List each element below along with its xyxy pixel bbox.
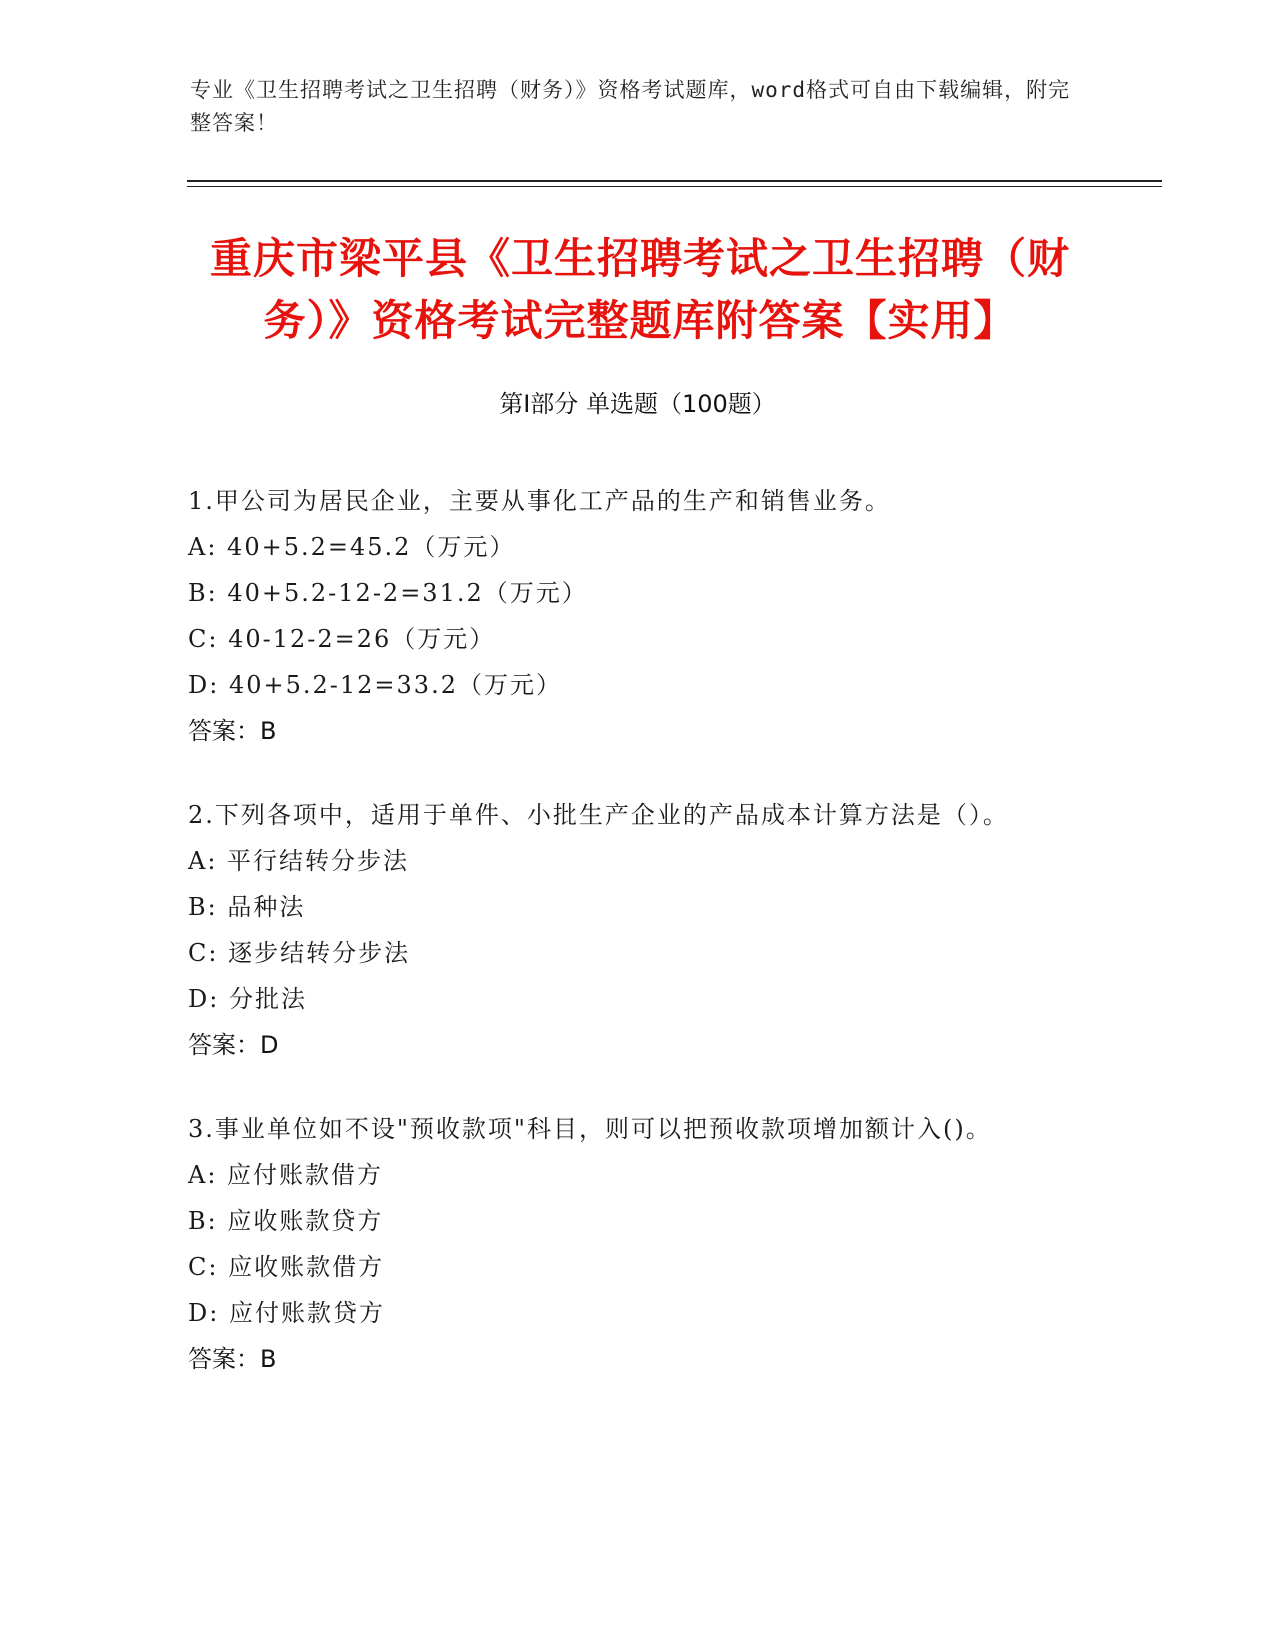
option-a: A: 平行结转分步法 [188, 847, 410, 875]
option-a: A: 应付账款借方 [188, 1161, 384, 1189]
question-list [188, 478, 1068, 1420]
question-stem: 1.甲公司为居民企业，主要从事化工产品的生产和销售业务。 [188, 487, 891, 515]
question-stem: 3.事业单位如不设"预收款项"科目，则可以把预收款项增加额计入()。 [188, 1115, 992, 1143]
header-divider-thin [187, 186, 1162, 187]
option-a: A: 40+5.2=45.2（万元） [188, 533, 516, 561]
option-c: C: 40-12-2=26（万元） [188, 625, 496, 653]
question-stem: 2.下列各项中，适用于单件、小批生产企业的产品成本计算方法是（）。 [188, 801, 1009, 829]
question-2 [188, 792, 1068, 1068]
header-divider-thick [187, 180, 1162, 182]
option-d: D: 40+5.2-12=33.2（万元） [188, 671, 562, 699]
answer: 答案：B [188, 1345, 277, 1373]
option-b: B: 40+5.2-12-2=31.2（万元） [188, 579, 588, 607]
header-note: 专业《卫生招聘考试之卫生招聘（财务）》资格考试题库，word格式可自由下载编辑，附完整答案！ [190, 78, 1071, 135]
section-heading: 第Ⅰ部分 单选题（100题） [499, 390, 776, 418]
option-c: C: 逐步结转分步法 [188, 939, 411, 967]
option-b: B: 应收账款贷方 [188, 1207, 384, 1235]
option-c: C: 应收账款借方 [188, 1253, 385, 1281]
question-1 [188, 478, 1068, 754]
option-d: D: 应付账款贷方 [188, 1299, 385, 1327]
answer: 答案：D [188, 1031, 279, 1059]
answer: 答案：B [188, 717, 277, 745]
option-b: B: 品种法 [188, 893, 306, 921]
option-d: D: 分批法 [188, 985, 307, 1013]
document-title: 重庆市梁平县《卫生招聘考试之卫生招聘（财务）》资格考试完整题库附答案【实用】 [209, 234, 1070, 345]
question-3 [188, 1106, 1068, 1382]
